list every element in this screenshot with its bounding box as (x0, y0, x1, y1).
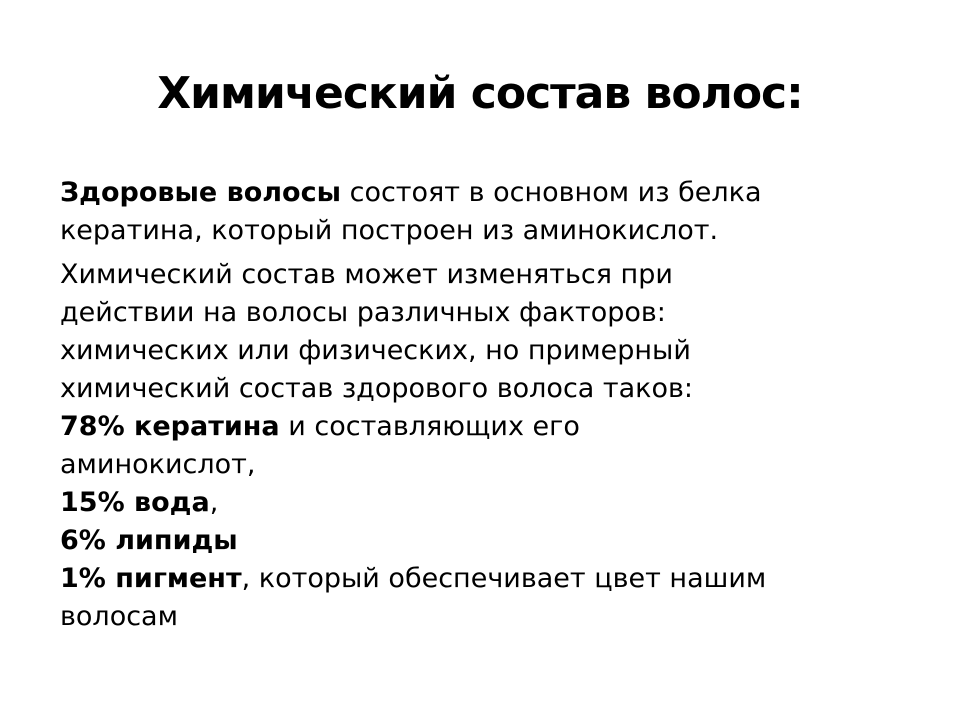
paragraph-line: кератина, который построен из аминокислот. (60, 215, 719, 246)
paragraph-line (60, 174, 920, 212)
bold-pigment-percent: 1% пигмент (60, 563, 242, 594)
composition-text: , (209, 487, 219, 518)
bold-keratin-percent: 78% кератина (60, 411, 280, 442)
composition-text: и составляющих его (279, 411, 580, 442)
composition-text: , который обеспечивает цвет нашим (241, 563, 767, 594)
bold-lipids-percent: 6% липиды (60, 525, 238, 556)
slide-body (60, 174, 920, 636)
composition-pigment-cont: волосам (60, 601, 178, 632)
bold-term-healthy-hair: Здоровые волосы (60, 177, 342, 208)
paragraph-line: Химический состав может изменяться при (60, 259, 673, 290)
composition-keratin-cont: аминокислот, (60, 449, 256, 480)
composition-water (60, 484, 920, 522)
slide-title: Химический состав волос: (157, 68, 803, 119)
paragraph-line: действии на волосы различных факторов: (60, 297, 666, 328)
paragraph-line: химических или физических, но примерный (60, 335, 691, 366)
composition-pigment (60, 560, 920, 598)
composition-keratin (60, 408, 920, 446)
composition-lipids (60, 522, 920, 560)
paragraph-composition (60, 256, 920, 636)
bold-water-percent: 15% вода (60, 487, 210, 518)
paragraph-healthy-hair (60, 174, 920, 250)
paragraph-line: химический состав здорового волоса таков: (60, 373, 694, 404)
paragraph-text: состоят в основном из белка (341, 177, 762, 208)
